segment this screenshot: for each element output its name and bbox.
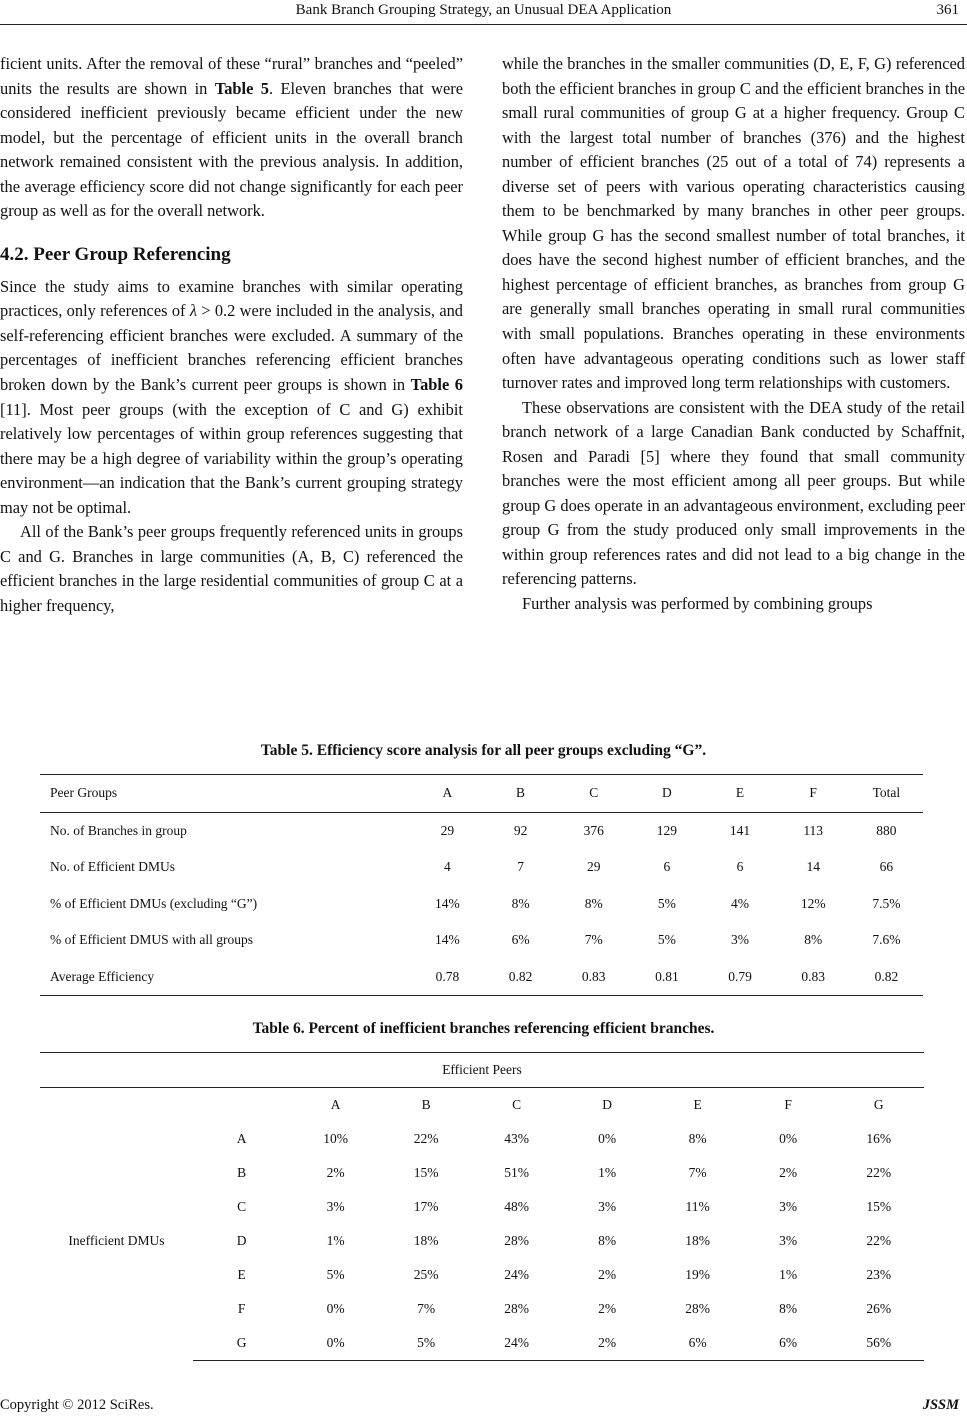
right-column [502,52,965,617]
paragraph: while the branches in the smaller communities (D, E, F, G) referenced both the efficient branches in group C and the efficient branches in the small rural communities of group G at a higher frequency. Group C with the largest total number of branches (376) and the highest number of efficient branches (25 out of a total of 74) represents a diverse set of peers with various operating characteristics causing them to be benchmarked by many branches in other peer groups. While group G has the second smallest number of total branches, it does have the second highest number of efficient branches, and the highest percentage of efficient branches, as branches from group G are generally small branches operating in small rural communities with small populations. Branches operating in these environments often have advantageous operating conditions such as lower staff turnover rates and improved long term relationships with customers. [502,54,965,393]
table-6 [40,1052,924,1361]
table-header-row: A B C D E F G [330,1097,884,1112]
table-6-reference[interactable]: Table 6 [410,375,463,395]
paragraph: All of the Bank’s peer groups frequently referenced units in groups C and G. Branches in large communities (A, B, C) referenced the efficient branches in the large residential communities of group C at a higher frequency, [0,522,463,615]
table-row: No. of Efficient DMUs 4 7 29 6 6 14 66 [50,859,894,875]
table-row: E 5% 25% 24% 2% 19% 1% 23% [237,1267,892,1282]
copyright-notice: Copyright © 2012 SciRes. [0,1397,154,1413]
header-rule [0,24,967,25]
table-row: % of Efficient DMUS with all groups 14% 6% 7% 5% 3% 8% 7.6% [50,932,901,948]
page-number: 361 [936,2,959,18]
table-row: No. of Branches in group 29 92 376 129 141 113 880 [50,822,897,838]
table-row: Inefficient DMUs A 10% 22% 43% 0% 8% 0% 16% [40,1122,924,1156]
table-row: B 2% 15% 51% 1% 7% 2% 22% [237,1165,892,1180]
table-5-reference[interactable]: Table 5 [214,78,270,98]
table-5-caption: Table 5. Efficiency score analysis for all peer groups excluding “G”. [260,742,707,759]
paragraph: Since the study aims to examine branches with similar operating practices, only references of λ > 0.2 were included in the analysis, and self-referencing efficient branches were excluded. A summary of the percentages of inefficient branches referencing efficient branches broken down by the Bank’s current peer groups is shown in Table 6 [11]. Most peer groups (with the exception of C and G) exhibit relatively low percentages of within group references suggesting that there may be a high degree of variability within the group’s operating environment—an indication that the Bank’s current grouping strategy may not be optimal. [0,276,463,517]
page-header [0,0,967,26]
inefficient-dmus-label: Inefficient DMUs [68,1233,165,1249]
left-column [0,52,463,618]
efficient-peers-header: Efficient Peers [40,1053,924,1088]
journal-name: JSSM [922,1397,959,1413]
running-title: Bank Branch Grouping Strategy, an Unusual DEA Application [295,2,672,18]
paragraph: These observations are consistent with the DEA study of the retail branch network of a large Canadian Bank conducted by Schaffnit, Rosen and Paradi [5] where they found that small community branches were the most efficient among all peer groups. But while group G does operate in an advantageous environment, excluding peer group G from the study produced only small improvements in the within group references rates and did not lead to a big change in the referencing patterns. [502,397,965,589]
table-row: Average Efficiency 0.78 0.82 0.83 0.81 0.79 0.83 0.82 [40,959,923,996]
table-row: D 1% 18% 28% 8% 18% 3% 22% [236,1233,892,1248]
table-5 [40,774,923,996]
table-header-row: Peer Groups A B C D E F Total [40,775,923,813]
table-row: G 0% 5% 24% 2% 6% 6% 56% [40,1326,924,1361]
table-row: % of Efficient DMUs (excluding “G”) 14% 8% 8% 5% 4% 12% 7.5% [50,895,901,911]
table-row: F 0% 7% 28% 2% 28% 8% 26% [237,1301,892,1316]
table-header-row [40,1053,924,1088]
table-row: C 3% 17% 48% 3% 11% 3% 15% [237,1199,892,1214]
section-heading: 4.2. Peer Group Referencing [0,243,231,265]
table-6-caption: Table 6. Percent of inefficient branches referencing efficient branches. [252,1020,715,1037]
paragraph: ficient units. After the removal of these “rural” branches and “peeled” units the results are shown in Table 5. Eleven branches that were considered inefficient previously became efficient under the new model, but the percentage of efficient units in the overall branch network remained consistent with the previous analysis. In addition, the average efficiency score did not change significantly for each peer group as well as for the overall network. [0,54,463,221]
paragraph: Further analysis was performed by combining groups [522,594,873,614]
